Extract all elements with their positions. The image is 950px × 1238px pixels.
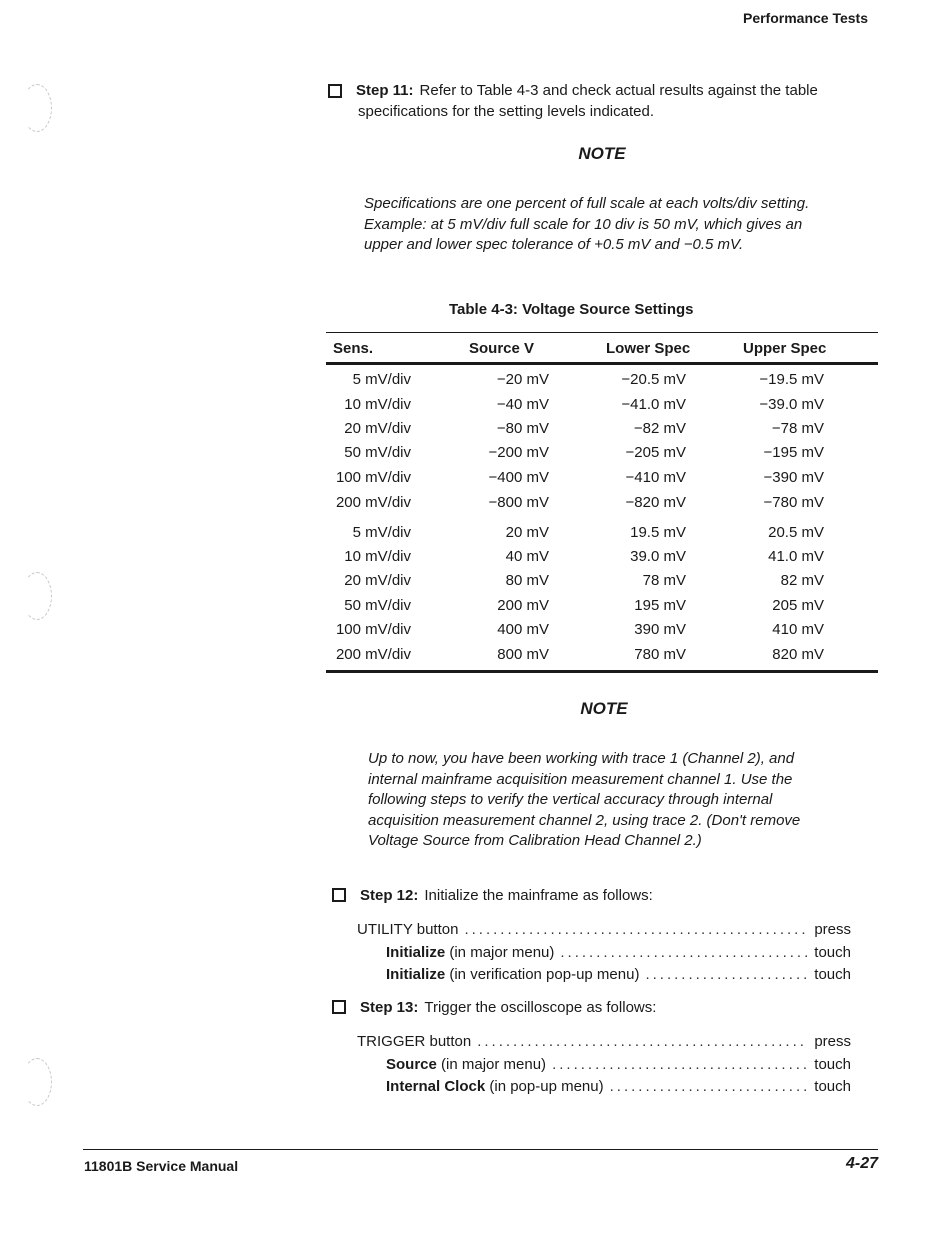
table-header-upper-spec: Upper Spec [743, 340, 827, 357]
table-cell: 100 mV/div [335, 469, 411, 486]
instruction-row [357, 921, 851, 938]
binder-hole [22, 84, 52, 132]
table-cell: −39.0 mV [759, 396, 824, 413]
table-header-lower-spec: Lower Spec [606, 340, 691, 357]
table-cell: 50 mV/div [344, 597, 411, 614]
table-cell: 50 mV/div [344, 444, 411, 461]
table-cell: 200 mV/div [335, 646, 411, 663]
table-cell: −80 mV [496, 420, 549, 437]
table-cell: 20 mV/div [344, 572, 411, 589]
table-cell: −20.5 mV [621, 371, 686, 388]
table-top-rule [326, 332, 878, 333]
table-title: Table 4-3: Voltage Source Settings [449, 301, 694, 318]
step-13-label: Step 13: [360, 999, 419, 1016]
table-cell: 19.5 mV [630, 524, 686, 541]
table-cell: 390 mV [634, 621, 686, 638]
table-cell: −390 mV [763, 469, 824, 486]
instruction-row [386, 944, 851, 961]
table-cell: 39.0 mV [630, 548, 686, 565]
table-header-rule [326, 362, 878, 365]
table-cell: −205 mV [625, 444, 686, 461]
table-cell: 20 mV [505, 524, 549, 541]
step-12-label: Step 12: [360, 887, 419, 904]
instruction-row [357, 1033, 851, 1050]
instruction-action: touch [814, 966, 851, 983]
table-cell: −820 mV [625, 494, 686, 511]
table-cell: 200 mV/div [335, 494, 411, 511]
instruction-control: Source (in major menu) [386, 1056, 547, 1073]
table-cell: 41.0 mV [768, 548, 824, 565]
table-cell: −19.5 mV [759, 371, 824, 388]
note-title: NOTE [578, 144, 626, 163]
binder-hole [22, 1058, 52, 1106]
table-cell: 200 mV [497, 597, 549, 614]
instruction-action: touch [814, 944, 851, 961]
table-cell: −780 mV [763, 494, 824, 511]
instruction-row [386, 1078, 851, 1095]
instruction-action: touch [814, 1078, 851, 1095]
instruction-action: touch [814, 1056, 851, 1073]
table-cell: 800 mV [497, 646, 549, 663]
table-cell: 410 mV [772, 621, 824, 638]
step-11-line-1: Step 11: Refer to Table 4-3 and check actual results against the table [356, 82, 818, 99]
step-11-line-2: specifications for the setting levels indicated. [358, 103, 654, 120]
table-cell: 820 mV [772, 646, 824, 663]
table-cell: 82 mV [780, 572, 824, 589]
instruction-control: Initialize (in major menu) [386, 944, 555, 961]
note-body: Up to now, you have been working with trace 1 (Channel 2), and internal mainframe acquisition measurement channel 1. Use the following steps to verify the vertical accuracy through internal acquisition measurement channel 2, using trace 2. (Don't remove Voltage Source from Calibration Head Channel 2.) [368, 750, 801, 849]
table-header-source-v: Source V [469, 340, 535, 357]
instruction-control: TRIGGER button [357, 1033, 472, 1050]
instruction-action: press [814, 921, 851, 938]
table-cell: 5 mV/div [352, 524, 411, 541]
instruction-row [386, 1056, 851, 1073]
table-cell: 20.5 mV [768, 524, 824, 541]
table-cell: 780 mV [634, 646, 686, 663]
table-cell: −410 mV [625, 469, 686, 486]
table-header-sens: Sens. [333, 340, 374, 357]
table-cell: −400 mV [488, 469, 549, 486]
table-bottom-rule [326, 670, 878, 673]
page-header: Performance Tests [742, 10, 868, 26]
table-cell: −40 mV [496, 396, 549, 413]
table-cell: 40 mV [505, 548, 549, 565]
step-12-checkbox[interactable] [332, 888, 346, 902]
table-cell: 78 mV [642, 572, 686, 589]
table-cell: 195 mV [634, 597, 686, 614]
table-cell: −41.0 mV [621, 396, 686, 413]
step-13-checkbox[interactable] [332, 1000, 346, 1014]
table-cell: 10 mV/div [344, 548, 411, 565]
note-title: NOTE [580, 699, 628, 718]
step-13-line: Step 13: Trigger the oscilloscope as follows: [360, 999, 657, 1016]
table-cell: −78 mV [771, 420, 824, 437]
table-cell: 205 mV [772, 597, 824, 614]
instruction-control: Internal Clock (in pop-up menu) [386, 1078, 604, 1095]
page-number: 4-27 [845, 1155, 878, 1172]
instruction-control: UTILITY button [357, 921, 459, 938]
instruction-control: Initialize (in verification pop-up menu) [386, 966, 640, 983]
instruction-row [386, 966, 851, 983]
table-cell: −195 mV [763, 444, 824, 461]
table-cell: 400 mV [497, 621, 549, 638]
footer-manual-title: 11801B Service Manual [84, 1158, 239, 1174]
table-cell: 100 mV/div [335, 621, 411, 638]
table-cell: −20 mV [496, 371, 549, 388]
table-cell: 10 mV/div [344, 396, 411, 413]
table-cell: −200 mV [488, 444, 549, 461]
note-body: Specifications are one percent of full scale at each volts/div setting. Example: at 5 mV/div full scale for 10 div is 50 mV, which gives an upper and lower spec tolerance of +0.5 mV and −0.5 mV. [364, 195, 810, 253]
instruction-action: press [814, 1033, 851, 1050]
step-12-line: Step 12: Initialize the mainframe as follows: [360, 887, 653, 904]
table-cell: −82 mV [633, 420, 686, 437]
table-cell: −800 mV [488, 494, 549, 511]
table-cell: 5 mV/div [352, 371, 411, 388]
footer-rule [83, 1149, 878, 1150]
table-cell: 20 mV/div [344, 420, 411, 437]
table-cell: 80 mV [505, 572, 549, 589]
step-11-checkbox[interactable] [328, 84, 342, 98]
binder-hole [22, 572, 52, 620]
step-11-label: Step 11: [356, 82, 414, 99]
